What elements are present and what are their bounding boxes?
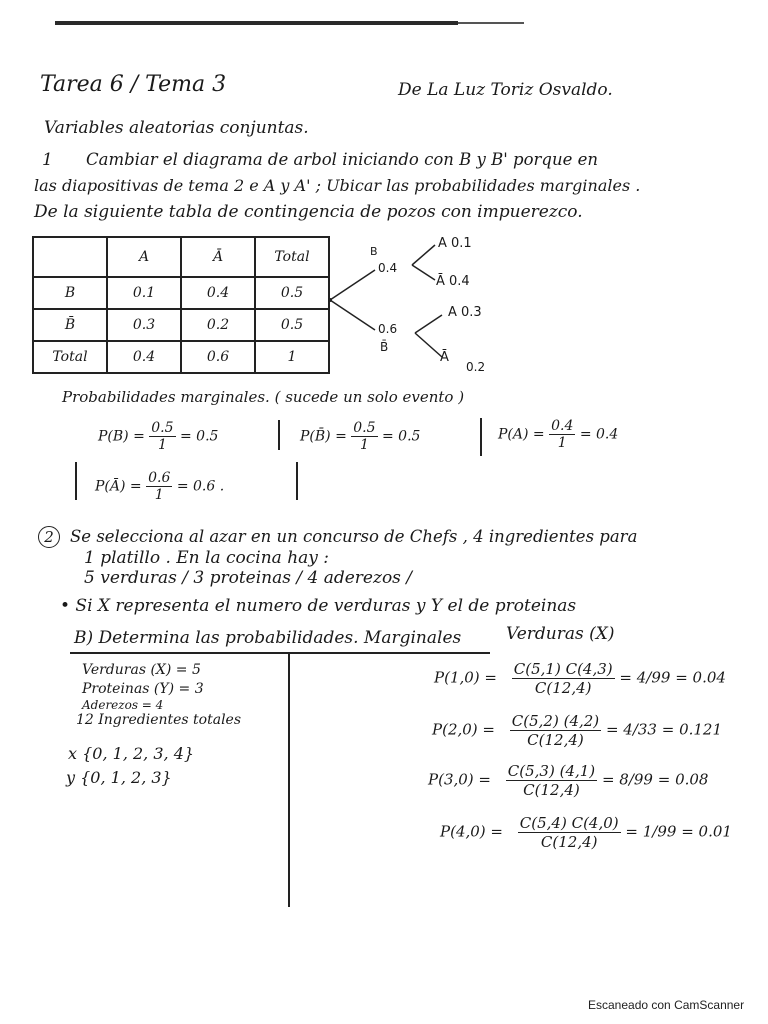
calc-num: C(5,4) C(4,0) [519, 814, 619, 832]
x-set: x {0, 1, 2, 3, 4} [68, 744, 195, 763]
tree-bbar-prob: 0.6 [378, 322, 398, 336]
tree-branch-bbar-abar [415, 333, 442, 357]
separator [296, 462, 298, 500]
table-cell: 0.5 [255, 309, 329, 341]
pb2-equation [300, 420, 420, 453]
table-header-cell: Ā [181, 237, 255, 277]
table-cell: 0.4 [181, 277, 255, 309]
calc-lhs: P(1,0) = [434, 668, 497, 687]
calc-result: = 1/99 = 0.01 [625, 822, 732, 841]
table-cell: 0.3 [107, 309, 181, 341]
table-cell: 0.6 [181, 341, 255, 373]
tree-branch-bbar-a [415, 315, 442, 333]
table-cell: 0.4 [107, 341, 181, 373]
q1-line-3: De la siguiente tabla de contingencia de pozos con impuerezco. [34, 202, 583, 222]
calc-row [440, 814, 732, 851]
calc-row [428, 762, 708, 799]
pb2-lhs: P(B̄) = [300, 428, 347, 445]
pb-num: 0.5 [151, 420, 174, 436]
marginals-heading: Probabilidades marginales. ( sucede un solo evento ) [62, 388, 465, 406]
scan-edge-bar-2 [458, 22, 524, 24]
calc-row [434, 660, 726, 697]
pabar-lhs: P(Ā) = [95, 478, 142, 495]
topic-heading: Variables aleatorias conjuntas. [44, 118, 309, 138]
calc-den: C(12,4) [527, 731, 584, 749]
table-cell: 0.1 [107, 277, 181, 309]
separator [480, 418, 482, 456]
calc-den: C(12,4) [540, 833, 598, 851]
tree-a1-label: A 0.1 [438, 236, 472, 251]
calc-lhs: P(4,0) = [440, 822, 503, 841]
contingency-table [32, 236, 330, 374]
calc-num: C(5,1) C(4,3) [513, 660, 613, 678]
table-header-cell [33, 237, 107, 277]
pabar-equation [95, 470, 224, 503]
table-row [33, 277, 329, 309]
table-header-cell: Total [255, 237, 329, 277]
tree-branch-b-abar [412, 265, 435, 280]
total-ingredients-label: 12 Ingredientes totales [76, 712, 242, 728]
pabar-den: 1 [154, 487, 164, 503]
tree-branch-b [330, 270, 375, 300]
table-row [33, 341, 329, 373]
part-b-right-heading: Verduras (X) [506, 624, 615, 644]
tree-abar2-prob: 0.2 [466, 360, 486, 374]
proteinas-label: Proteinas (Y) = 3 [82, 681, 204, 697]
table-header-cell: A [107, 237, 181, 277]
author-name: De La Luz Toriz Osvaldo. [398, 80, 613, 100]
tree-a2-label: A 0.3 [448, 305, 482, 320]
table-cell: Total [33, 341, 107, 373]
pb2-num: 0.5 [353, 420, 376, 436]
scanner-watermark: Escaneado con CamScanner [588, 998, 745, 1012]
q1-number: 1 [42, 150, 53, 170]
table-cell: 1 [255, 341, 329, 373]
calc-result: = 8/99 = 0.08 [601, 770, 709, 789]
tree-abar2-label: Ā [440, 350, 449, 365]
tree-root-node [328, 298, 332, 302]
verduras-label: Verduras (X) = 5 [82, 662, 201, 678]
pa-den: 1 [557, 435, 567, 451]
pb-result: = 0.5 [179, 428, 219, 445]
calc-den: C(12,4) [523, 781, 580, 799]
table-cell: 0.5 [255, 277, 329, 309]
q2-number: 2 [38, 526, 60, 548]
column-divider [288, 652, 290, 907]
calc-lhs: P(3,0) = [428, 770, 491, 789]
pa-lhs: P(A) = [498, 426, 545, 443]
q2-bullet: • Si X representa el numero de verduras y Y el de proteinas [60, 596, 577, 616]
separator [278, 420, 280, 450]
pa-result: = 0.4 [579, 426, 619, 443]
separator [75, 462, 77, 500]
q1-line-2: las diapositivas de tema 2 e A y A' ; Ubicar las probabilidades marginales . [34, 176, 641, 195]
calc-lhs: P(2,0) = [432, 720, 495, 739]
pb2-result: = 0.5 [381, 428, 421, 445]
table-header-row [33, 237, 329, 277]
q2-line-1-text: Se selecciona al azar en un concurso de Chefs , 4 ingredientes para [70, 527, 638, 546]
pb-equation [98, 420, 218, 453]
q1-line-1: Cambiar el diagrama de arbol iniciando con B y B' porque en [86, 150, 598, 169]
part-b-heading: B) Determina las probabilidades. Marginales [74, 628, 462, 648]
pa-num: 0.4 [551, 418, 574, 434]
pb-lhs: P(B) = [98, 428, 145, 445]
tree-branch-b-a [412, 245, 435, 265]
calc-num: C(5,3) (4,1) [507, 762, 596, 780]
aderezos-label: Aderezos = 4 [82, 698, 164, 712]
table-row [33, 309, 329, 341]
pb-den: 1 [157, 437, 167, 453]
tree-b-label: B [370, 245, 378, 258]
calc-num: C(5,2) (4,2) [511, 712, 600, 730]
tree-b-prob: 0.4 [378, 261, 398, 275]
tree-abar1-label: Ā 0.4 [436, 274, 470, 289]
pabar-result: = 0.6 . [176, 478, 225, 495]
table-cell: B [33, 277, 107, 309]
calc-row [432, 712, 722, 749]
pb2-den: 1 [359, 437, 369, 453]
q2-line-3: 5 verduras / 3 proteinas / 4 aderezos / [84, 568, 413, 588]
y-set: y {0, 1, 2, 3} [66, 768, 172, 787]
q2-line-1 [38, 526, 637, 548]
page-title: Tarea 6 / Tema 3 [40, 72, 227, 97]
calc-den: C(12,4) [534, 679, 592, 697]
pabar-num: 0.6 [148, 470, 171, 486]
divider-line [70, 652, 490, 654]
table-cell: B̄ [33, 309, 107, 341]
tree-branch-bbar [330, 300, 375, 330]
scan-edge-bar [55, 21, 458, 25]
tree-bbar-label: B̄ [380, 340, 389, 354]
q2-line-2: 1 platillo . En la cocina hay : [84, 548, 330, 568]
calc-result: = 4/99 = 0.04 [619, 668, 726, 687]
pa-equation [498, 418, 618, 451]
calc-result: = 4/33 = 0.121 [605, 720, 723, 739]
table-cell: 0.2 [181, 309, 255, 341]
